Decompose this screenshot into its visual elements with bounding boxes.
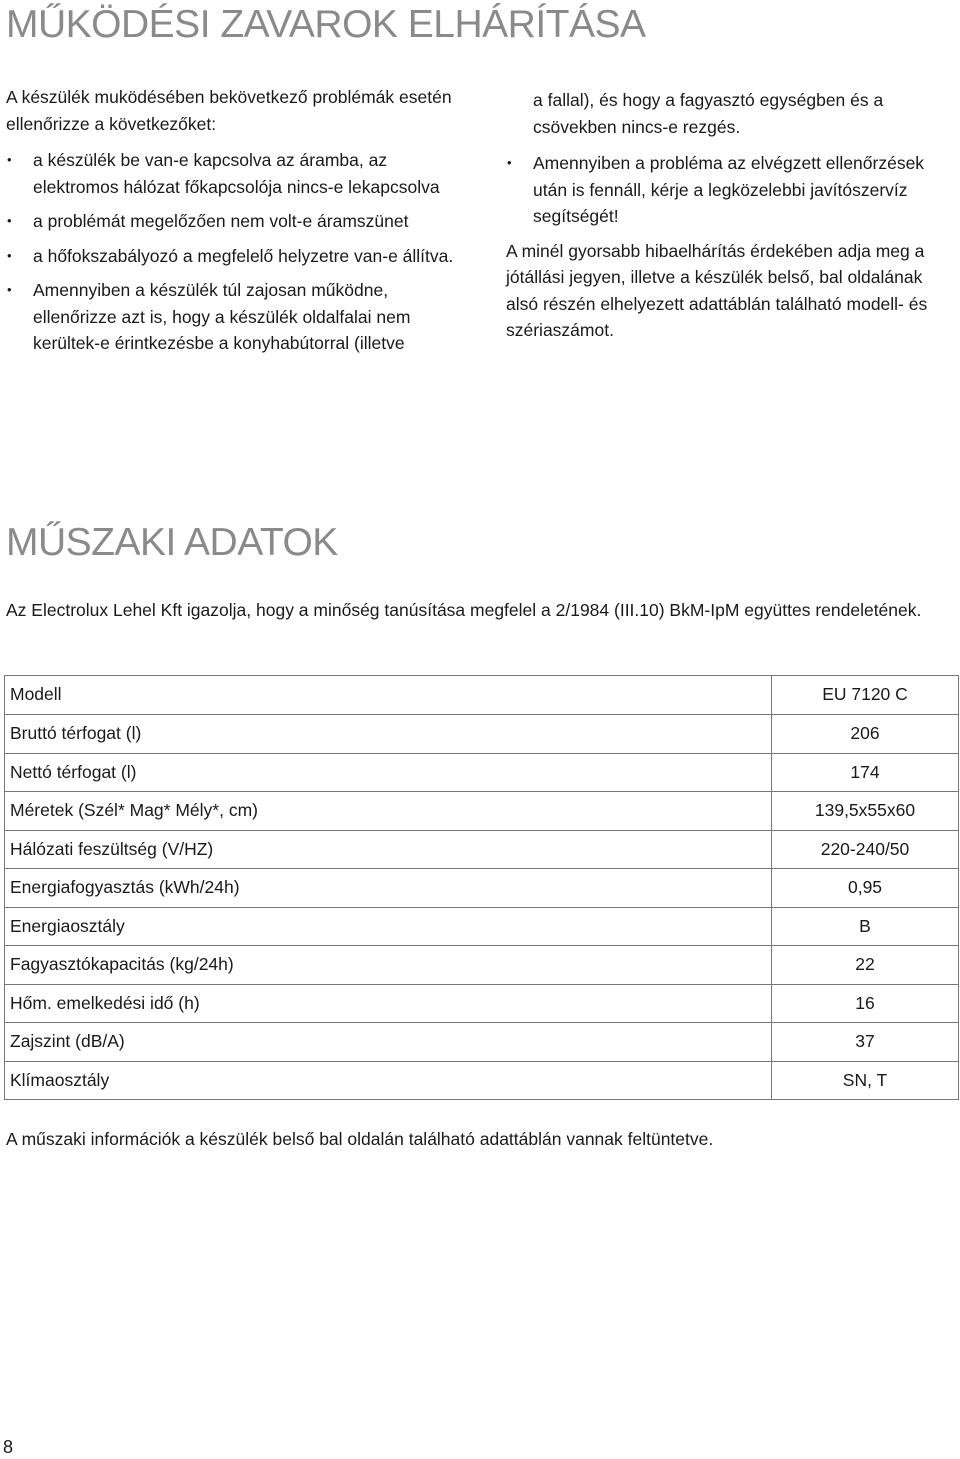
right-column — [506, 87, 946, 344]
header-cell-model-value: EU 7120 C — [772, 676, 959, 715]
table-row: Méretek (Szél* Mag* Mély*, cm) 139,5x55x60 — [5, 792, 959, 831]
troubleshooting-checklist-cont — [506, 150, 946, 230]
troubleshooting-intro: A készülék muködésében bekövetkező problémák esetén ellenőrizze a következőket: — [6, 87, 452, 134]
bullet-icon: • — [7, 213, 12, 228]
troubleshooting-checklist — [6, 147, 476, 357]
bullet-icon: • — [7, 247, 12, 263]
table-footnote: A műszaki információk a készülék belső bal oldalán található adattáblán vannak feltüntetve. — [6, 1129, 714, 1149]
spec-table — [4, 675, 959, 1100]
list-item: • a készülék be van-e kapcsolva az áramba, az elektromos hálózat főkapcsolója nincs-e lekapcsolva — [6, 147, 476, 200]
table-header-row — [5, 676, 959, 715]
table-row: Bruttó térfogat (l) 206 — [5, 715, 959, 754]
section-title-technical-data: MŰSZAKI ADATOK — [6, 521, 338, 564]
table-row: Energiaosztály B — [5, 907, 959, 946]
bullet-icon: • — [7, 152, 12, 167]
bullet-icon: • — [507, 155, 512, 170]
table-row: Klímaosztály SN, T — [5, 1061, 959, 1100]
certification-text: Az Electrolux Lehel Kft igazolja, hogy a minőség tanúsítása megfelel a 2/1984 (III.10) BkM-IpM együttes rendeletének. — [6, 600, 922, 620]
troubleshooting-closing: A minél gyorsabb hibaelhárítás érdekében adja meg a jótállási jegyen, illetve a készülék belső, bal oldalának alsó részén elhelyezett adattáblán található modell- és szériaszámot. — [506, 240, 928, 340]
list-item: • a problémát megelőzően nem volt-e áramszünet — [6, 208, 476, 235]
left-column — [6, 84, 476, 365]
table-row: Hőm. emelkedési idő (h) 16 — [5, 984, 959, 1023]
section-title-troubleshooting: MŰKÖDÉSI ZAVAROK ELHÁRÍTÁSA — [6, 3, 646, 46]
page-number: 8 — [3, 1437, 14, 1457]
list-item-continuation: a fallal), és hogy a fagyasztó egységben és a csövekben nincs-e rezgés. — [533, 90, 884, 137]
table-row: Hálózati feszültség (V/HZ) 220-240/50 — [5, 830, 959, 869]
bullet-icon: • — [7, 282, 12, 297]
list-item: • Amennyiben a probléma az elvégzett ellenőrzések után is fennáll, kérje a legközelebbi javítószervíz segítségét! — [506, 150, 946, 230]
list-item: • a hőfokszabályozó a megfelelő helyzetre van-e állítva. — [6, 243, 476, 270]
table-row: Zajszint (dB/A) 37 — [5, 1023, 959, 1062]
header-cell-model: Modell — [5, 676, 772, 715]
table-row: Fagyasztókapacitás (kg/24h) 22 — [5, 946, 959, 985]
list-item: • Amennyiben a készülék túl zajosan működne, ellenőrizze azt is, hogy a készülék oldalfalai nem kerültek-e érintkezésbe a konyhabútorral (illetve — [6, 277, 476, 357]
table-row: Energiafogyasztás (kWh/24h) 0,95 — [5, 869, 959, 908]
table-row: Nettó térfogat (l) 174 — [5, 753, 959, 792]
